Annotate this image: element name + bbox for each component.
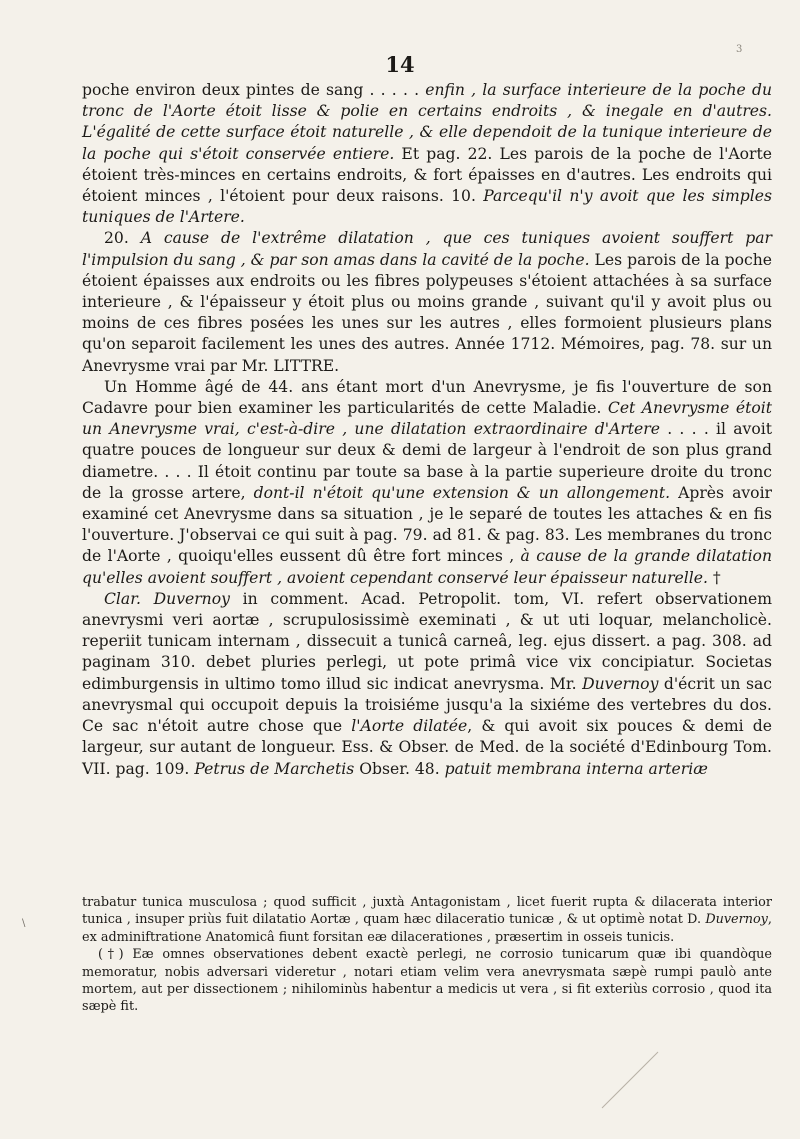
text-run: Et pag. 22. Les parois de la poche de l'Aorte étoient très-minces en certains endroits, & fort épaisses en d'autres. Les endroits qui étoient minces , l'étoient pour deux raisons. 10. xyxy=(82,144,772,206)
body-paragraph xyxy=(82,377,772,589)
text-run: Un Homme âgé de 44. ans étant mort d'un Anevrysme, je fis l'ouverture de son Cadavre pour bien examiner les particularités de cette Maladie. xyxy=(82,377,772,418)
italic-run: Cet Anevrysme étoit un Anevrysme vrai, c'est-à-dire , une dilatation extraordinaire d'Artere xyxy=(82,399,772,439)
footnote-paragraph xyxy=(82,946,772,1016)
margin-tick: \ xyxy=(22,918,26,929)
text-run: , ex adminiftratione Anatomicâ fiunt forsitan eæ dilacerationes , præsertim in osseis tunicis. xyxy=(82,912,772,945)
text-run: † xyxy=(707,568,721,587)
text-run: 20. xyxy=(104,229,141,248)
italic-run: A cause de l'extrême dilatation , que ces tuniques avoient souffert par l'impulsion du sang , & par son amas dans la cavité de la poche. xyxy=(82,229,772,269)
italic-run: enfin , la surface interieure de la poche du tronc de l'Aorte étoit lisse & polie en certains endroits , & inegale en d'autres. L'égalité de cette surface étoit naturelle , & elle dependoit de la tunique interieure de la poche qui s'étoit conservée entiere. xyxy=(82,81,772,163)
stray-mark: 3 xyxy=(736,44,743,55)
text-run: poche environ deux pintes de sang . . . . . xyxy=(82,81,426,99)
italic-run: patuit membrana interna arteriæ xyxy=(444,759,708,778)
text-run: d'écrit un sac anevrysmal qui occupoit depuis la troisiéme jusqu'a la sixiéme des vertebres du dos. Ce sac n'étoit autre chose que xyxy=(82,674,772,736)
text-run: trabatur tunica musculosa ; quod sufficit , juxtà Antagonistam , licet fuerit rupta & dilacerata interior tunica , insuper priùs fuit dilatatio Aortæ , quam hæc dilaceratio tunicæ , & ut optimè notat D. xyxy=(82,895,772,928)
text-run: in comment. Acad. Petropolit. tom, VI. refert observationem anevrysmi veri aortæ , scrupulosissimè exeminati , & ut uti loquar, melancholicè. reperiit tunicam internam , dissecuit a tunicâ carneâ, leg. ejus dissert. a pag. 308. ad paginam 310. debet pluries perlegi, ut pote primâ vice vix concipiatur. Societas edimburgensis in ultimo tomo illud sic indicat anevrysma. Mr. xyxy=(82,589,773,693)
footnote-text xyxy=(82,894,772,1016)
text-run: . . . . il avoit quatre pouces de longueur sur deux & demi de largeur à l'endroit de son plus grand diametre. . . . Il étoit continu par toute sa base à la partie superieure droite du tronc de la grosse artere, xyxy=(82,420,773,502)
text-run: Après avoir examiné cet Anevrysme dans sa situation , je le separé de toutes les attaches & en fis l'ouverture. J'observai ce qui suit à pag. 79. ad 81. & pag. 83. Les membranes du tronc de l'Aorte , quoiqu'elles eussent dû être fort minces , xyxy=(82,483,773,566)
text-run: Les parois de la poche étoient épaisses aux endroits ou les fibres polypeuses s'étoient attachées à sa surface interieure , & l'épaisseur y étoit plus ou moins grande , suivant qu'il y avoit plus ou moins de ces fibres posées les unes sur les autres , elles formoient plusieurs plans qu'on separoit facilement les unes des autres. Année 1712. Mémoires, pag. 78. sur un Anevrysme vrai par Mr. LITTRE. xyxy=(82,250,772,375)
text-run: Obser. 48. xyxy=(354,759,445,778)
body-paragraph xyxy=(82,589,772,780)
footnote-paragraph xyxy=(82,894,772,946)
italic-run: Petrus de Marchetis xyxy=(194,759,355,778)
page-number: 14 xyxy=(385,52,415,77)
body-paragraph xyxy=(82,228,772,376)
italic-run: Duvernoy xyxy=(582,674,659,693)
italic-run: à cause de la grande dilatation qu'elles avoient souffert , avoient cependant conservé leur épaisseur naturelle. xyxy=(82,547,772,587)
italic-run: dont-il n'étoit qu'une extension & un allongement. xyxy=(253,483,671,502)
italic-run: Duvernoy xyxy=(705,912,768,928)
italic-run: Parcequ'il n'y avoit que les simples tuniques de l'Artere. xyxy=(82,187,772,227)
text-run: , & qui avoit six pouces & demi de largeur, sur autant de longueur. Ess. & Obser. de Med. de la société d'Edinbourg Tom. VII. pag. 109. xyxy=(82,717,772,778)
corner-fold-mark xyxy=(600,1050,660,1110)
italic-run: Clar. Duvernoy xyxy=(104,589,230,608)
main-text xyxy=(82,80,772,780)
text-run: (†) Eæ omnes observationes debent exactè perlegi, ne corrosio tunicarum quæ ibi quandòque memoratur, nobis adversari videretur , notari etiam velim vera anevrysmata sæpè rumpi paulò ante mortem, aut per dissectionem ; nihilominùs habentur a medicis ut vera , si fit exteriùs corrosio , quod ita sæpè fit. xyxy=(82,947,772,1015)
body-paragraph xyxy=(82,80,772,228)
italic-run: l'Aorte dilatée xyxy=(351,717,468,736)
